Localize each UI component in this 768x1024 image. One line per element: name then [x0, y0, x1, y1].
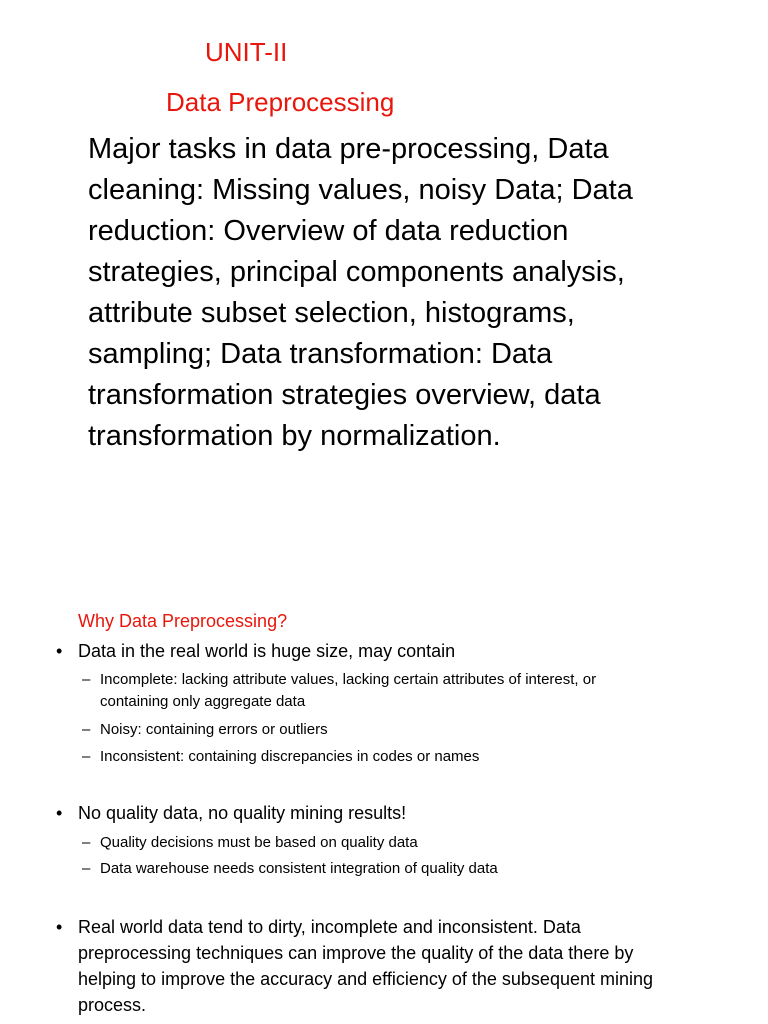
bullet-icon: •	[56, 803, 63, 823]
sub-point-line: Incomplete: lacking attribute values, lacking certain attributes of interest, or	[100, 671, 597, 688]
sub-point-text	[100, 746, 479, 768]
dash-icon: –	[82, 834, 91, 851]
syllabus-line: Major tasks in data pre-processing, Data	[88, 133, 609, 165]
page-title: Data Preprocessing	[166, 87, 395, 117]
bullet-line: helping to improve the accuracy and efficiency of the subsequent mining	[78, 969, 654, 989]
syllabus-paragraph	[88, 129, 728, 457]
sub-point-line: Inconsistent: containing discrepancies in codes or names	[100, 748, 480, 765]
syllabus-line: attribute subset selection, histograms,	[88, 297, 575, 329]
bullet-icon: •	[56, 917, 63, 937]
dash-icon: –	[82, 671, 91, 688]
bullet-icon: •	[56, 641, 63, 661]
bullet-text: No quality data, no quality mining results!	[78, 803, 407, 823]
bullet-text: Data in the real world is huge size, may contain	[78, 641, 456, 661]
syllabus-line: cleaning: Missing values, noisy Data; Data	[88, 174, 633, 206]
sub-point-line: Data warehouse needs consistent integration of quality data	[100, 860, 498, 877]
why-preprocessing-heading: Why Data Preprocessing?	[78, 611, 288, 631]
syllabus-line: transformation by normalization.	[88, 420, 501, 452]
dash-icon: –	[82, 860, 91, 877]
sub-point-line: Quality decisions must be based on quality data	[100, 834, 418, 851]
bullet-line: process.	[78, 995, 147, 1015]
bullet-line: Real world data tend to dirty, incomplete and inconsistent. Data	[78, 917, 581, 937]
dash-icon: –	[82, 721, 91, 738]
bullet-text	[78, 914, 748, 1018]
unit-title: UNIT-II	[205, 37, 288, 67]
sub-point-text	[100, 719, 328, 741]
sub-point-text	[100, 832, 418, 854]
sub-point-text	[100, 669, 596, 713]
syllabus-line: reduction: Overview of data reduction	[88, 215, 569, 247]
sub-point-line: Noisy: containing errors or outliers	[100, 721, 328, 738]
syllabus-line: strategies, principal components analysis,	[88, 256, 625, 288]
sub-point-text	[100, 858, 498, 880]
syllabus-line: sampling; Data transformation: Data	[88, 338, 553, 370]
bullet-line: preprocessing techniques can improve the quality of the data there by	[78, 943, 634, 963]
sub-point-line: containing only aggregate data	[100, 693, 306, 710]
dash-icon: –	[82, 748, 91, 765]
syllabus-line: transformation strategies overview, data	[88, 379, 601, 411]
